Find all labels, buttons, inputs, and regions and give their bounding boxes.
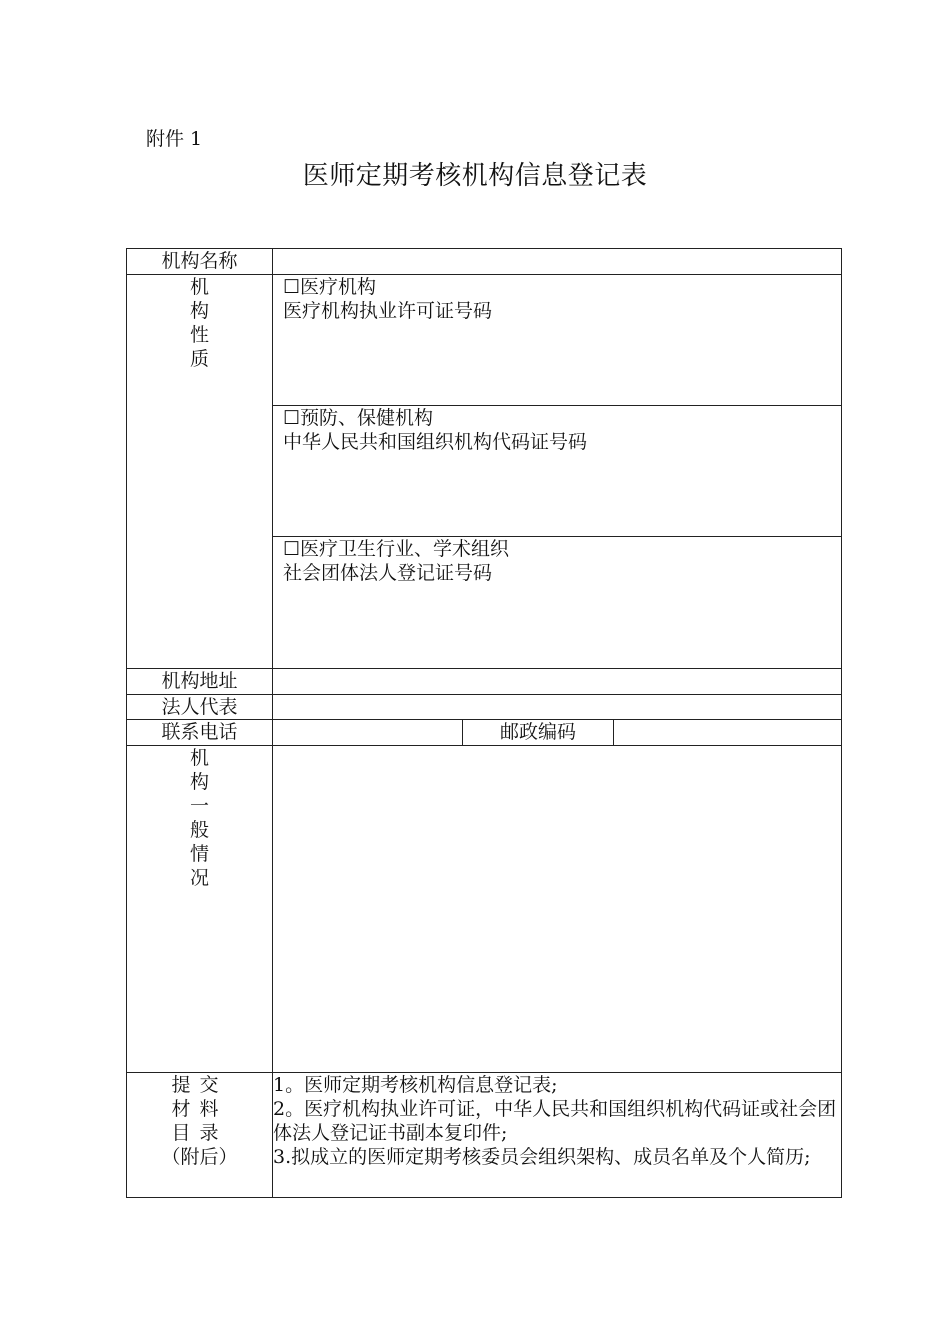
option-license-label: 社会团体法人登记证号码 xyxy=(283,562,493,584)
attachment-label: 附件 1 xyxy=(146,128,203,150)
option-name: 医疗卫生行业、学术组织 xyxy=(300,538,510,560)
option-name: 医疗机构 xyxy=(300,276,377,298)
materials-item: 3.拟成立的医师定期考核委员会组织架构、成员名单及个人简历; xyxy=(273,1146,811,1168)
org-name-field[interactable] xyxy=(273,249,842,275)
org-nature-label: 机构性质 xyxy=(127,275,273,669)
phone-field[interactable] xyxy=(273,720,463,746)
phone-label: 联系电话 xyxy=(127,720,273,746)
materials-item: 1。医师定期考核机构信息登记表; xyxy=(273,1074,558,1096)
postcode-field[interactable] xyxy=(614,720,842,746)
checkbox-icon[interactable]: ☐ xyxy=(283,407,301,429)
option-license-label: 医疗机构执业许可证号码 xyxy=(283,300,493,322)
general-info-label: 机构一般情况 xyxy=(127,746,273,1073)
option-name: 预防、保健机构 xyxy=(300,407,434,429)
materials-label: 提交 材料 目录 （附后） xyxy=(127,1073,273,1198)
materials-item: 2。医疗机构执业许可证，中华人民共和国组织机构代码证或社会团体法人登记证书副本复印件; xyxy=(273,1098,837,1144)
option-license-label: 中华人民共和国组织机构代码证号码 xyxy=(283,431,588,453)
nature-option-medical xyxy=(273,275,841,406)
org-nature-options xyxy=(273,275,842,669)
document-title: 医师定期考核机构信息登记表 xyxy=(302,161,648,191)
org-name-label: 机构名称 xyxy=(127,249,273,275)
materials-list xyxy=(273,1073,842,1198)
legal-rep-label: 法人代表 xyxy=(127,695,273,720)
nature-option-association xyxy=(273,537,841,668)
legal-rep-field[interactable] xyxy=(273,695,842,720)
checkbox-icon[interactable]: ☐ xyxy=(283,276,301,298)
address-label: 机构地址 xyxy=(127,669,273,695)
postcode-label: 邮政编码 xyxy=(463,720,614,746)
address-field[interactable] xyxy=(273,669,842,695)
registration-form-table xyxy=(126,248,842,1198)
general-info-field[interactable] xyxy=(273,746,842,1073)
nature-option-prevention xyxy=(273,406,841,537)
checkbox-icon[interactable]: ☐ xyxy=(283,538,301,560)
